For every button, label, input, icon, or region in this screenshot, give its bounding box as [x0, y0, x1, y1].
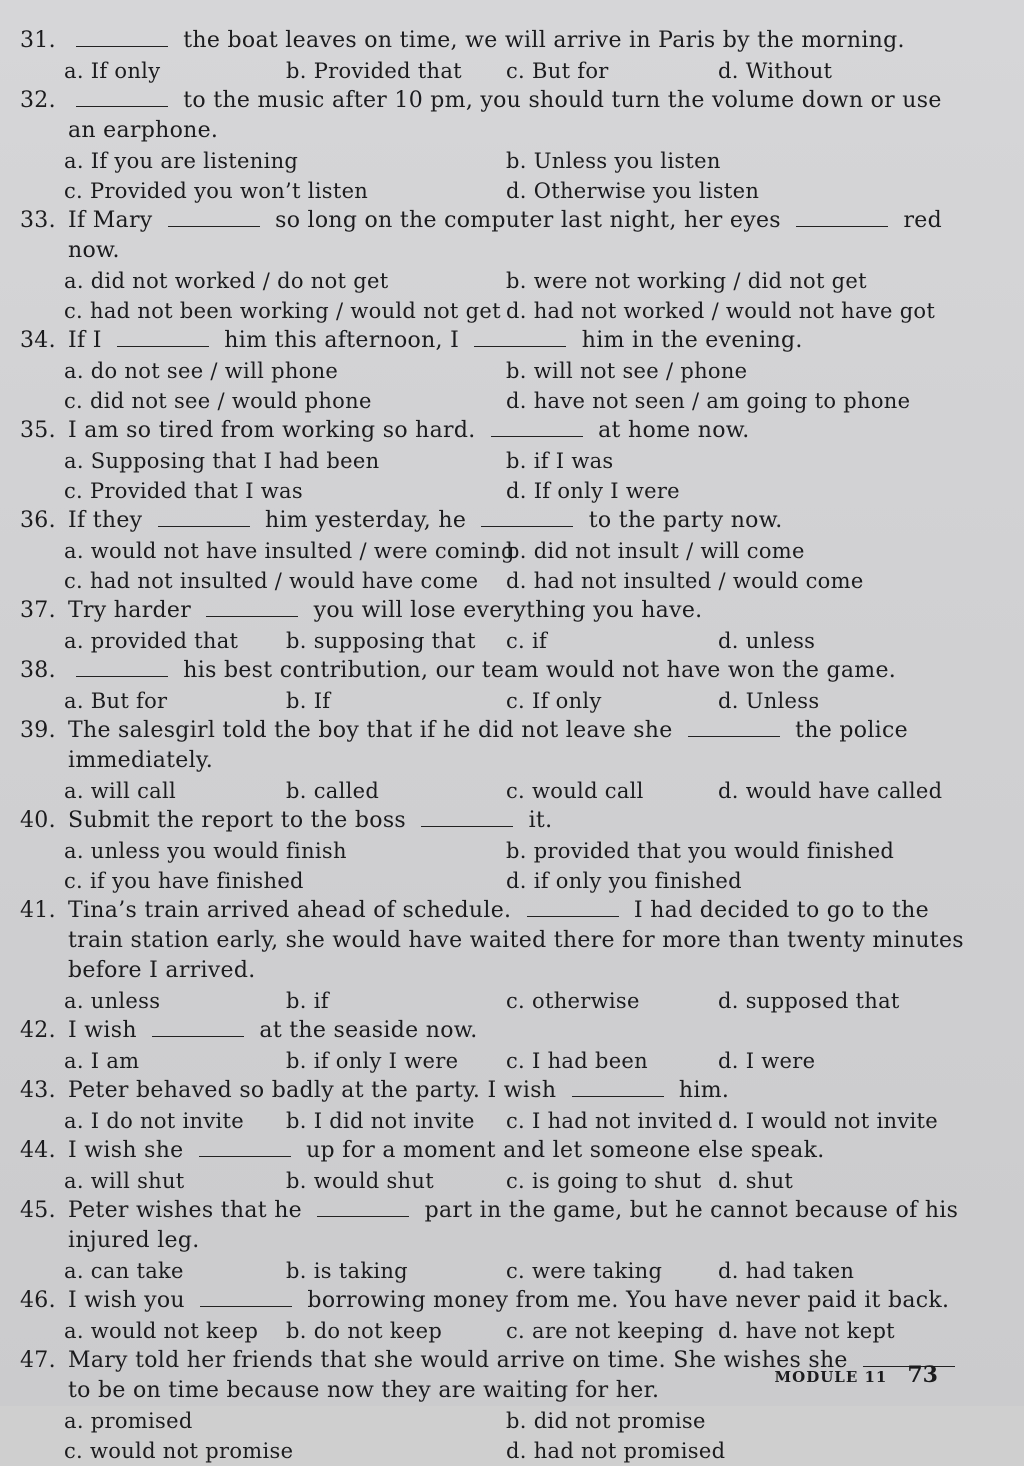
answer-options	[20, 626, 964, 656]
answer-option[interactable]: d. I were	[718, 1049, 816, 1073]
question-stem	[20, 506, 964, 536]
question-stem	[20, 806, 964, 836]
answer-options	[20, 1106, 964, 1136]
question-stem	[20, 656, 964, 686]
question-text-part: him this afternoon, I	[217, 328, 467, 353]
question-text	[68, 656, 964, 686]
question-number: 45.	[20, 1198, 56, 1223]
answer-blank[interactable]	[168, 206, 260, 227]
question-text-part: I had decided to go to the train station early, she would have waited there for more than twenty minutes before I arrived.	[68, 898, 964, 983]
answer-option[interactable]: a. unless you would finish	[64, 839, 347, 863]
answer-option[interactable]: b. did not insult / will come	[506, 539, 805, 563]
question-item	[20, 326, 964, 416]
question-text	[68, 26, 964, 56]
question-item	[20, 596, 964, 656]
question-text	[68, 806, 964, 836]
page-number: 73	[907, 1362, 938, 1388]
answer-option[interactable]: c. is going to shut	[506, 1169, 702, 1193]
question-text-part: I wish you	[68, 1288, 193, 1313]
answer-blank[interactable]	[527, 896, 619, 917]
answer-options	[20, 986, 964, 1016]
answer-option[interactable]: d. unless	[718, 629, 816, 653]
answer-blank[interactable]	[317, 1196, 409, 1217]
question-text-part: part in the game, but he cannot because of his injured leg.	[68, 1198, 959, 1253]
answer-option[interactable]: c. I had been	[506, 1049, 648, 1073]
question-number: 40.	[20, 808, 56, 833]
question-number: 37.	[20, 598, 56, 623]
answer-option[interactable]: c. if you have finished	[64, 869, 304, 893]
answer-blank[interactable]	[491, 416, 583, 437]
answer-option[interactable]: d. Otherwise you listen	[506, 179, 760, 203]
question-text	[68, 506, 964, 536]
question-stem	[20, 716, 964, 776]
answer-option[interactable]: d. had not insulted / would come	[506, 569, 864, 593]
question-number: 33.	[20, 208, 56, 233]
question-text	[68, 1016, 964, 1046]
answer-option[interactable]: b. were not working / did not get	[506, 269, 867, 293]
question-text-part: If they	[68, 508, 150, 533]
question-text-part: If I	[68, 328, 110, 353]
question-text	[68, 86, 964, 146]
question-number: 35.	[20, 418, 56, 443]
question-text-part: him yesterday, he	[257, 508, 474, 533]
question-item	[20, 1196, 964, 1286]
answer-option[interactable]: a. If only	[64, 59, 161, 83]
answer-options	[20, 836, 964, 896]
answer-option[interactable]: a. do not see / will phone	[64, 359, 339, 383]
question-text-part: I wish she	[68, 1138, 191, 1163]
question-text-part: to the music after 10 pm, you should turn the volume down or use an earphone.	[68, 88, 942, 143]
answer-blank[interactable]	[474, 326, 566, 347]
answer-option[interactable]: b. if	[286, 989, 329, 1013]
question-text	[68, 326, 964, 356]
answer-option[interactable]: b. will not see / phone	[506, 359, 748, 383]
question-number: 41.	[20, 898, 56, 923]
question-text-part: I wish	[68, 1018, 145, 1043]
answer-option[interactable]: b. do not keep	[286, 1319, 443, 1343]
question-text-part: If Mary	[68, 208, 160, 233]
answer-option[interactable]: b. would shut	[286, 1169, 434, 1193]
answer-option[interactable]: c. I had not invited	[506, 1109, 713, 1133]
answer-option[interactable]: a. will shut	[64, 1169, 185, 1193]
question-number: 46.	[20, 1288, 56, 1313]
answer-options	[20, 266, 964, 326]
answer-option[interactable]: c. if	[506, 629, 548, 653]
answer-option[interactable]: b. Provided that	[286, 59, 462, 83]
answer-blank[interactable]	[158, 506, 250, 527]
question-number: 38.	[20, 658, 56, 683]
question-stem	[20, 86, 964, 146]
question-number: 44.	[20, 1138, 56, 1163]
question-item	[20, 1016, 964, 1076]
answer-options	[20, 1256, 964, 1286]
answer-blank[interactable]	[796, 206, 888, 227]
question-item	[20, 896, 964, 1016]
answer-options	[20, 536, 964, 596]
answer-option[interactable]: c. are not keeping	[506, 1319, 705, 1343]
question-text-part: at the seaside now.	[252, 1018, 478, 1043]
answer-blank[interactable]	[117, 326, 209, 347]
question-text-part: borrowing money from me. You have never paid it back.	[300, 1288, 950, 1313]
answer-options	[20, 356, 964, 416]
question-text-part: Peter behaved so badly at the party. I wish	[68, 1078, 564, 1103]
question-stem	[20, 326, 964, 356]
answer-option[interactable]: c. Provided you won’t listen	[64, 179, 369, 203]
question-list	[20, 26, 964, 1466]
answer-option[interactable]: b. supposing that	[286, 629, 476, 653]
question-text-part: The salesgirl told the boy that if he did not leave she	[68, 718, 680, 743]
question-text-part: to the party now.	[581, 508, 783, 533]
question-text-part: the police immediately.	[68, 718, 908, 773]
question-text-part: you will lose everything you have.	[306, 598, 703, 623]
answer-option[interactable]: d. I would not invite	[718, 1109, 939, 1133]
question-stem	[20, 1076, 964, 1106]
question-stem	[20, 206, 964, 266]
question-text-part: I am so tired from working so hard.	[68, 418, 483, 443]
question-text-part: it.	[521, 808, 553, 833]
answer-option[interactable]: b. I did not invite	[286, 1109, 475, 1133]
answer-option[interactable]: c. would not promise	[64, 1439, 294, 1463]
question-text	[68, 1286, 964, 1316]
answer-options	[20, 446, 964, 506]
answer-blank[interactable]	[572, 1076, 664, 1097]
answer-options	[20, 776, 964, 806]
answer-blank[interactable]	[206, 596, 298, 617]
question-stem	[20, 26, 964, 56]
question-text-part: Mary told her friends that she would arrive on time. She wishes she	[68, 1348, 856, 1373]
answer-option[interactable]: a. unless	[64, 989, 161, 1013]
answer-option[interactable]: b. provided that you would finished	[506, 839, 895, 863]
question-text-part: to be on time because now they are waiting for her.	[68, 1378, 660, 1403]
answer-option[interactable]: c. had not been working / would not get	[64, 299, 501, 323]
answer-option[interactable]: c. were taking	[506, 1259, 663, 1283]
question-text-part: Tina’s train arrived ahead of schedule.	[68, 898, 519, 923]
answer-option[interactable]: b. If	[286, 689, 331, 713]
question-text-part: Try harder	[68, 598, 199, 623]
question-stem	[20, 596, 964, 626]
question-text	[68, 206, 964, 266]
answer-option[interactable]: d. had taken	[718, 1259, 855, 1283]
answer-option[interactable]: d. shut	[718, 1169, 794, 1193]
answer-blank[interactable]	[76, 86, 168, 107]
answer-options	[20, 146, 964, 206]
question-number: 36.	[20, 508, 56, 533]
question-number: 39.	[20, 718, 56, 743]
answer-option[interactable]: a. can take	[64, 1259, 184, 1283]
answer-option[interactable]: d. have not kept	[718, 1319, 895, 1343]
question-text	[68, 1076, 964, 1106]
answer-option[interactable]: d. have not seen / am going to phone	[506, 389, 911, 413]
answer-option[interactable]: b. did not promise	[506, 1409, 706, 1433]
question-item	[20, 1076, 964, 1136]
question-text-part: red now.	[68, 208, 942, 263]
answer-option[interactable]: d. if only you finished	[506, 869, 742, 893]
question-item	[20, 86, 964, 206]
answer-blank[interactable]	[152, 1016, 244, 1037]
answer-option[interactable]: a. Supposing that I had been	[64, 449, 380, 473]
question-stem	[20, 1196, 964, 1256]
question-text-part: Submit the report to the boss	[68, 808, 414, 833]
answer-option[interactable]: d. If only I were	[506, 479, 680, 503]
answer-options	[20, 1046, 964, 1076]
question-text-part: Peter wishes that he	[68, 1198, 310, 1223]
answer-options	[20, 1406, 964, 1466]
answer-option[interactable]: b. if I was	[506, 449, 614, 473]
question-item	[20, 506, 964, 596]
question-stem	[20, 416, 964, 446]
question-stem	[20, 896, 964, 986]
answer-option[interactable]: a. I am	[64, 1049, 140, 1073]
question-item	[20, 206, 964, 326]
question-number: 47.	[20, 1348, 56, 1373]
question-text-part: so long on the computer last night, her eyes	[267, 208, 789, 233]
question-stem	[20, 1136, 964, 1166]
answer-option[interactable]: a. provided that	[64, 629, 239, 653]
question-item	[20, 416, 964, 506]
question-text	[68, 596, 964, 626]
question-item	[20, 716, 964, 806]
answer-option[interactable]: a. If you are listening	[64, 149, 299, 173]
answer-option[interactable]: c. If only	[506, 689, 602, 713]
answer-option[interactable]: d. had not promised	[506, 1439, 726, 1463]
question-number: 34.	[20, 328, 56, 353]
question-text	[68, 716, 964, 776]
question-text	[68, 416, 964, 446]
answer-options	[20, 1316, 964, 1346]
question-text-part: the boat leaves on time, we will arrive in Paris by the morning.	[176, 28, 905, 53]
answer-option[interactable]: a. But for	[64, 689, 168, 713]
question-number: 43.	[20, 1078, 56, 1103]
answer-option[interactable]: c. did not see / would phone	[64, 389, 372, 413]
answer-option[interactable]: c. otherwise	[506, 989, 640, 1013]
answer-option[interactable]: a. would not keep	[64, 1319, 259, 1343]
question-text-part: him in the evening.	[574, 328, 803, 353]
question-text-part: at home now.	[590, 418, 750, 443]
answer-option[interactable]: a. will call	[64, 779, 176, 803]
answer-option[interactable]: b. is taking	[286, 1259, 408, 1283]
answer-blank[interactable]	[76, 26, 168, 47]
answer-option[interactable]: d. would have called	[718, 779, 943, 803]
answer-blank[interactable]	[481, 506, 573, 527]
answer-options	[20, 56, 964, 86]
answer-blank[interactable]	[421, 806, 513, 827]
answer-blank[interactable]	[688, 716, 780, 737]
question-number: 32.	[20, 88, 56, 113]
answer-option[interactable]: b. Unless you listen	[506, 149, 721, 173]
answer-blank[interactable]	[199, 1136, 291, 1157]
question-stem	[20, 1286, 964, 1316]
answer-option[interactable]: b. if only I were	[286, 1049, 459, 1073]
question-item	[20, 806, 964, 896]
module-label: MODULE 11	[774, 1368, 888, 1386]
answer-option[interactable]: c. Provided that I was	[64, 479, 303, 503]
question-text-part: him.	[671, 1078, 730, 1103]
question-text-part: his best contribution, our team would not have won the game.	[176, 658, 897, 683]
question-item	[20, 1286, 964, 1346]
answer-options	[20, 1166, 964, 1196]
answer-option[interactable]: a. I do not invite	[64, 1109, 244, 1133]
question-text	[68, 1196, 964, 1256]
answer-option[interactable]: c. would call	[506, 779, 644, 803]
answer-option[interactable]: d. had not worked / would not have got	[506, 299, 936, 323]
answer-option[interactable]: d. supposed that	[718, 989, 900, 1013]
question-text-part: up for a moment and let someone else speak.	[298, 1138, 825, 1163]
answer-options	[20, 686, 964, 716]
question-text	[68, 896, 964, 986]
question-number: 42.	[20, 1018, 56, 1043]
question-item	[20, 1136, 964, 1196]
question-stem	[20, 1016, 964, 1046]
answer-option[interactable]: a. would not have insulted / were coming	[64, 539, 515, 563]
answer-option[interactable]: a. promised	[64, 1409, 193, 1433]
question-item	[20, 26, 964, 86]
answer-option[interactable]: b. called	[286, 779, 380, 803]
answer-option[interactable]: c. had not insulted / would have come	[64, 569, 479, 593]
question-item	[20, 656, 964, 716]
answer-blank[interactable]	[76, 656, 168, 677]
answer-option[interactable]: d. Unless	[718, 689, 820, 713]
answer-option[interactable]: c. But for	[506, 59, 609, 83]
question-number: 31.	[20, 28, 56, 53]
answer-option[interactable]: d. Without	[718, 59, 833, 83]
page-footer	[775, 1362, 938, 1388]
question-text	[68, 1136, 964, 1166]
answer-blank[interactable]	[200, 1286, 292, 1307]
answer-option[interactable]: a. did not worked / do not get	[64, 269, 389, 293]
